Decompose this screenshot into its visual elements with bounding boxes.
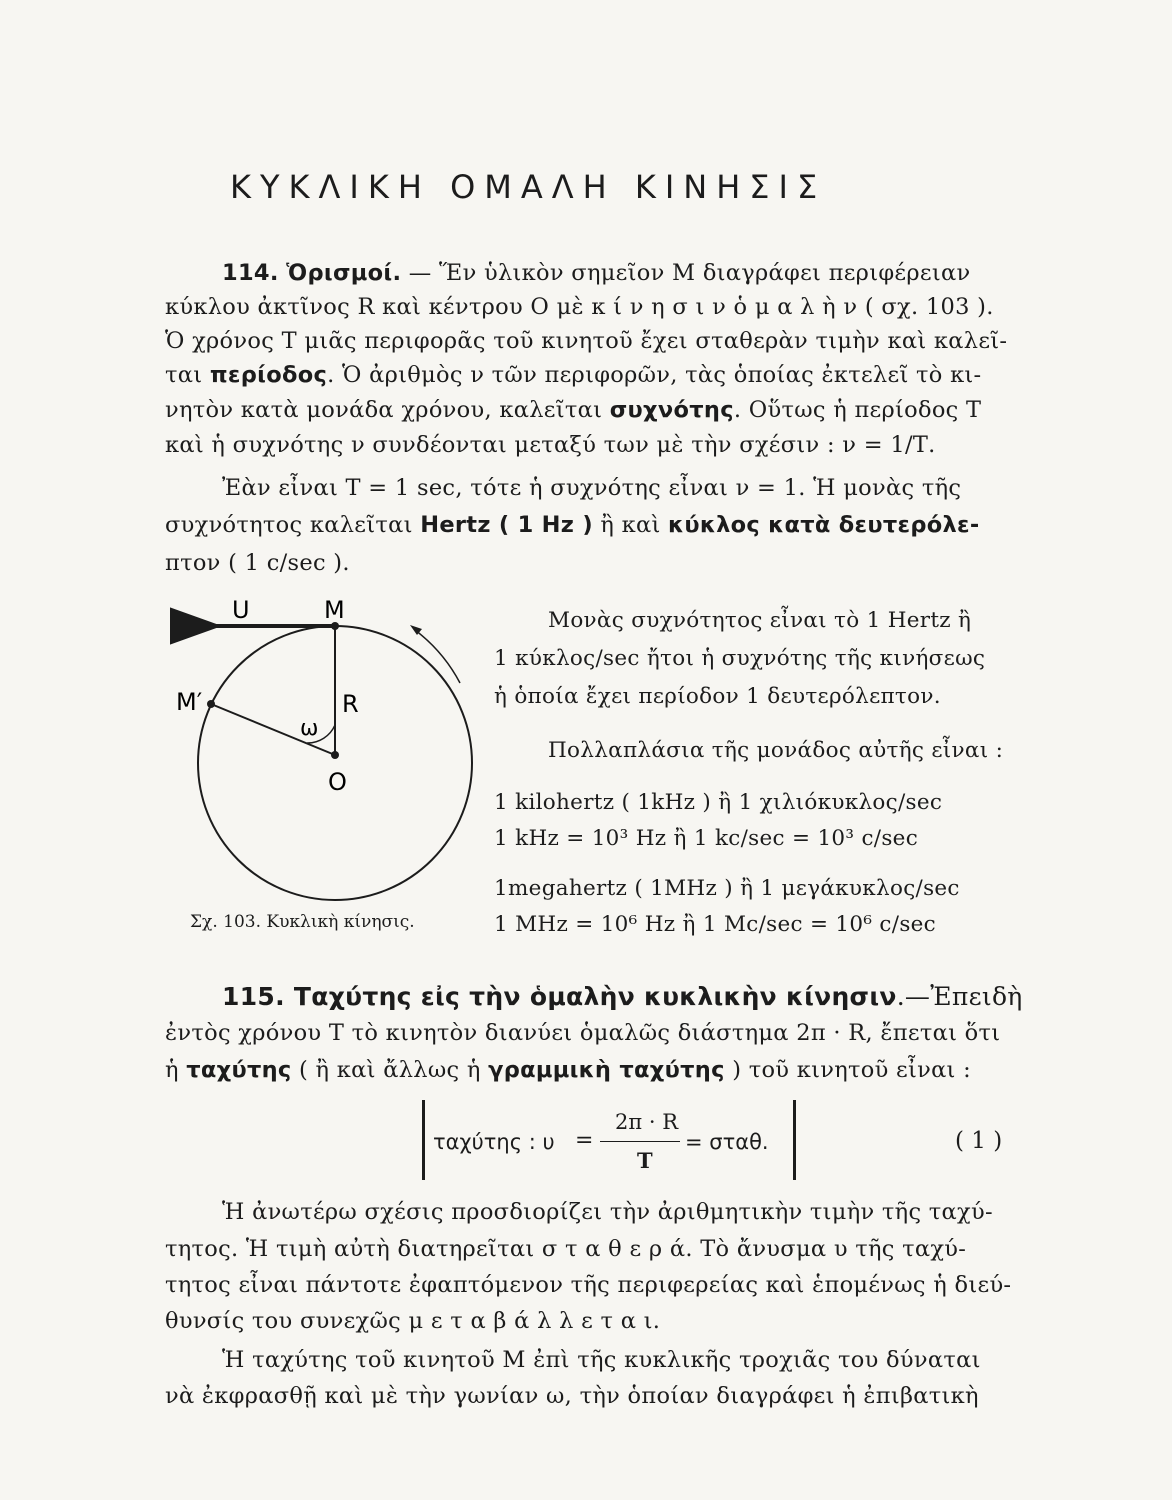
term-hertz: Hertz ( 1 Hz ) xyxy=(420,512,593,538)
paragraph-line: ἐντὸς χρόνου Τ τὸ κινητὸν διανύει ὁμαλῶς διάστημα 2π · R, ἔπεται ὅτι xyxy=(165,1020,1001,1046)
paragraph-line xyxy=(165,1055,971,1085)
term-linear-speed: γραμμικὴ ταχύτης xyxy=(488,1057,725,1083)
text-run: νητὸν κατὰ μονάδα χρόνου, καλεῖται xyxy=(165,397,603,423)
formula-equals: = xyxy=(575,1128,594,1153)
text-run: ἡ xyxy=(165,1057,179,1083)
section-heading: 115. Ταχύτης εἰς τὴν ὁμαλὴν κυκλικὴν κίνησιν xyxy=(222,982,897,1011)
paragraph-line: Πολλαπλάσια τῆς μονάδος αὐτῆς εἶναι : xyxy=(548,738,1004,763)
equation-number: ( 1 ) xyxy=(955,1128,1003,1154)
text-run: — Ἕν ὑλικὸν σημεῖον Μ διαγράφει περιφέρειαν xyxy=(408,260,971,286)
paragraph-line: 1 κύκλος/sec ἤτοι ἡ συχνότης τῆς κινήσεως xyxy=(494,646,986,671)
paragraph-line xyxy=(222,982,1023,1012)
paragraph-line: θυνσίς του συνεχῶς μ ε τ α β ά λ λ ε τ α ι. xyxy=(165,1308,661,1334)
paragraph-line: καὶ ἡ συχνότης ν συνδέονται μεταξύ των μὲ τὴν σχέσιν : ν = 1/Τ. xyxy=(165,432,936,458)
paragraph-line: Ἐὰν εἶναι Τ = 1 sec, τότε ἡ συχνότης εἶναι ν = 1. Ἡ μονὰς τῆς xyxy=(222,475,962,501)
paragraph-line: τητος εἶναι πάντοτε ἐφαπτόμενον τῆς περιφερείας καὶ ἑπομένως ἡ διεύ- xyxy=(165,1272,1012,1298)
circle-figure xyxy=(170,585,490,925)
paragraph-line: Ἡ ταχύτης τοῦ κινητοῦ Μ ἐπὶ τῆς κυκλικῆς τροχιᾶς του δύναται xyxy=(222,1347,981,1373)
unit-line: 1megahertz ( 1MHz ) ἢ 1 μεγάκυκλος/sec xyxy=(494,876,960,901)
figure-caption: Σχ. 103. Κυκλικὴ κίνησις. xyxy=(190,912,415,932)
paragraph-line: νὰ ἐκφρασθῇ καὶ μὲ τὴν γωνίαν ω, τὴν ὁποίαν διαγράφει ἡ ἐπιβατικὴ xyxy=(165,1383,979,1409)
paragraph-line xyxy=(165,510,980,540)
paragraph-line xyxy=(165,360,981,390)
term-period: περίοδος xyxy=(209,362,328,388)
formula-denominator: T xyxy=(637,1148,653,1173)
paragraph-line xyxy=(222,258,970,288)
text-run: . Ὁ ἀριθμὸς ν τῶν περιφορῶν, τὰς ὁποίας ἐκτελεῖ τὸ κι- xyxy=(327,362,982,388)
paragraph-line xyxy=(165,395,981,425)
paragraph-line: Ἡ ἀνωτέρω σχέσις προσδιορίζει τὴν ἀριθμητικὴν τιμὴν τῆς ταχύ- xyxy=(222,1199,993,1225)
fraction-bar xyxy=(600,1141,680,1142)
formula-label: ταχύτης : υ xyxy=(433,1130,555,1154)
text-run: συχνότητος καλεῖται xyxy=(165,512,413,538)
text-run: ἢ καὶ xyxy=(600,512,661,538)
section-heading: Ὁρισμοί. xyxy=(286,260,402,286)
point-m-prime xyxy=(207,700,215,708)
label-omega: ω xyxy=(300,716,319,741)
paragraph-line: κύκλου ἀκτῖνος R καὶ κέντρου Ο μὲ κ ί ν η σ ι ν ὁ μ α λ ὴ ν ( σχ. 103 ). xyxy=(165,294,994,320)
center-o xyxy=(331,751,339,759)
paragraph-line: ἡ ὁποία ἔχει περίοδον 1 δευτερόλεπτον. xyxy=(494,684,941,709)
page-title: ΚΥΚΛΙΚΗ ΟΜΑΛΗ ΚΙΝΗΣΙΣ xyxy=(230,168,827,206)
unit-line: 1 kilohertz ( 1kHz ) ἢ 1 χιλιόκυκλος/sec xyxy=(494,790,943,815)
paragraph-line: Μονὰς συχνότητος εἶναι τὸ 1 Hertz ἢ xyxy=(548,608,972,633)
text-run: .—Ἐπειδὴ xyxy=(896,982,1023,1011)
paragraph-line: πτον ( 1 c/sec ). xyxy=(165,550,350,576)
paragraph-line: τητος. Ἡ τιμὴ αὐτὴ διατηρεῖται σ τ α θ ε ρ ά. Τὸ ἄνυσμα υ τῆς ταχύ- xyxy=(165,1236,967,1262)
term-cycle: κύκλος κατὰ δευτερόλε- xyxy=(668,512,980,538)
text-run: ( ἢ καὶ ἄλλως ἡ xyxy=(299,1057,481,1083)
unit-line: 1 MHz = 10⁶ Hz ἢ 1 Mc/sec = 10⁶ c/sec xyxy=(494,912,937,937)
term-frequency: συχνότης xyxy=(609,397,734,423)
label-o: O xyxy=(328,768,347,796)
unit-line: 1 kHz = 10³ Hz ἢ 1 kc/sec = 10³ c/sec xyxy=(494,826,919,851)
text-run: ) τοῦ κινητοῦ εἶναι : xyxy=(732,1057,972,1083)
label-m-prime: M′ xyxy=(176,688,203,716)
formula-numerator: 2π · R xyxy=(615,1110,678,1134)
section-number: 114. xyxy=(222,260,279,286)
term-speed: ταχύτης xyxy=(186,1057,292,1083)
label-u: U xyxy=(232,596,250,624)
formula-rhs: = σταθ. xyxy=(685,1130,769,1154)
speed-formula xyxy=(422,1100,796,1180)
label-r: R xyxy=(342,690,359,718)
text-run: . Οὕτως ἡ περίοδος Τ xyxy=(733,397,982,423)
text-run: ται xyxy=(165,362,203,388)
label-m: M xyxy=(324,596,345,624)
paragraph-line: Ὁ χρόνος Τ μιᾶς περιφορᾶς τοῦ κινητοῦ ἔχει σταθερὰν τιμὴν καὶ καλεῖ- xyxy=(165,328,1008,354)
